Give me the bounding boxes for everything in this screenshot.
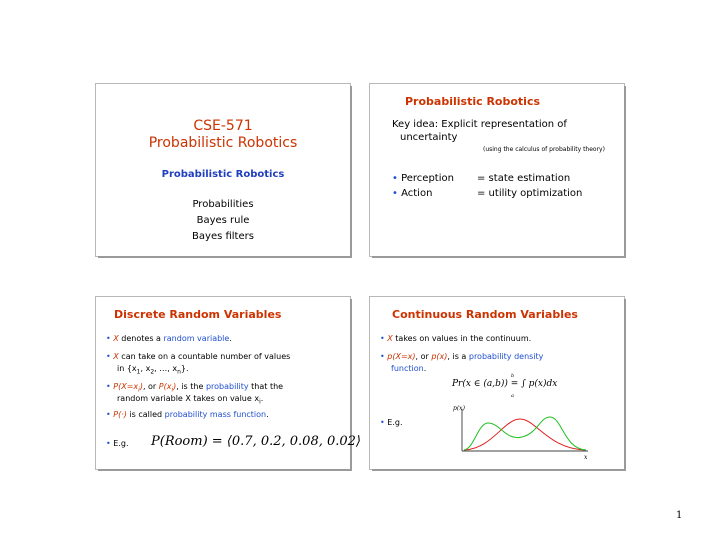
bullet-dot-icon: •	[380, 352, 385, 361]
slide-title-line1: CSE-571	[193, 118, 253, 134]
red-density-curve	[464, 419, 586, 450]
bullet-dot-icon: •	[380, 418, 385, 427]
integral-lower: a	[511, 393, 514, 399]
slide-discrete-random-variables	[96, 297, 361, 469]
topic-item: Bayes filters	[192, 231, 254, 242]
slide-title	[96, 84, 350, 256]
plot-xlabel: x	[584, 454, 588, 461]
bullet-pmf: • P(·) is called probability mass function.	[106, 410, 269, 419]
bullet-probability: • $P(X=x_i)$, or $P(x_i)$, is the probability that the	[106, 382, 284, 394]
probability-line2: random variable X takes on value $x_i$.	[117, 394, 264, 406]
slide-subtitle: Probabilistic Robotics	[161, 169, 285, 180]
bullet-dot-icon: •	[106, 334, 111, 343]
bullet-action: • Action	[392, 188, 433, 199]
bullet-random-variable: • X denotes a random variable.	[106, 334, 232, 343]
bullet-dot-icon: •	[392, 188, 398, 199]
pmf-formula: P(Room) = ⟨0.7, 0.2, 0.08, 0.02⟩	[151, 434, 361, 449]
slide-probabilistic-robotics	[370, 84, 624, 256]
bullet-countable-values: • X can take on a countable number of values	[106, 352, 291, 361]
key-idea-line1: Key idea: Explicit representation of	[392, 119, 567, 130]
bullet-perception: • Perception	[392, 173, 454, 184]
slide-title-line2: Probabilistic Robotics	[148, 135, 298, 151]
density-formula: Pr(x ∈ (a,b)) = ∫ p(x)dx	[452, 379, 558, 389]
values-set: in {$x_1$, $x_2$, …, $x_n$}.	[117, 364, 189, 376]
topic-item: Probabilities	[192, 199, 254, 210]
bullet-continuum: • X takes on values in the continuum.	[380, 334, 532, 343]
slide-continuous-random-variables	[370, 297, 624, 469]
bullet-dot-icon: •	[106, 352, 111, 361]
bullet-dot-icon: •	[392, 173, 398, 184]
key-idea-line2: uncertainty	[400, 132, 458, 143]
bullet-density: • p(X=x), or p(x), is a probability density	[380, 352, 544, 361]
bullet-dot-icon: •	[380, 334, 385, 343]
slide-heading: Probabilistic Robotics	[405, 95, 541, 108]
bullet-example: • E.g.	[380, 418, 403, 427]
slide-heading: Discrete Random Variables	[114, 308, 282, 321]
bullet-action-def: = utility optimization	[477, 188, 583, 199]
page-number: 1	[676, 510, 683, 521]
slide-heading: Continuous Random Variables	[392, 308, 578, 321]
bullet-dot-icon: •	[106, 382, 111, 391]
density-line2: function.	[391, 364, 427, 373]
topic-item: Bayes rule	[196, 215, 250, 226]
bullet-perception-def: = state estimation	[477, 173, 571, 184]
plot-ylabel: p(x)	[453, 405, 465, 412]
bullet-dot-icon: •	[106, 439, 111, 448]
integral-upper: b	[511, 373, 515, 379]
density-plot	[452, 405, 592, 467]
key-idea-note: (using the calculus of probability theory)	[483, 146, 605, 153]
bullet-example: • E.g.	[106, 439, 129, 448]
bullet-dot-icon: •	[106, 410, 111, 419]
